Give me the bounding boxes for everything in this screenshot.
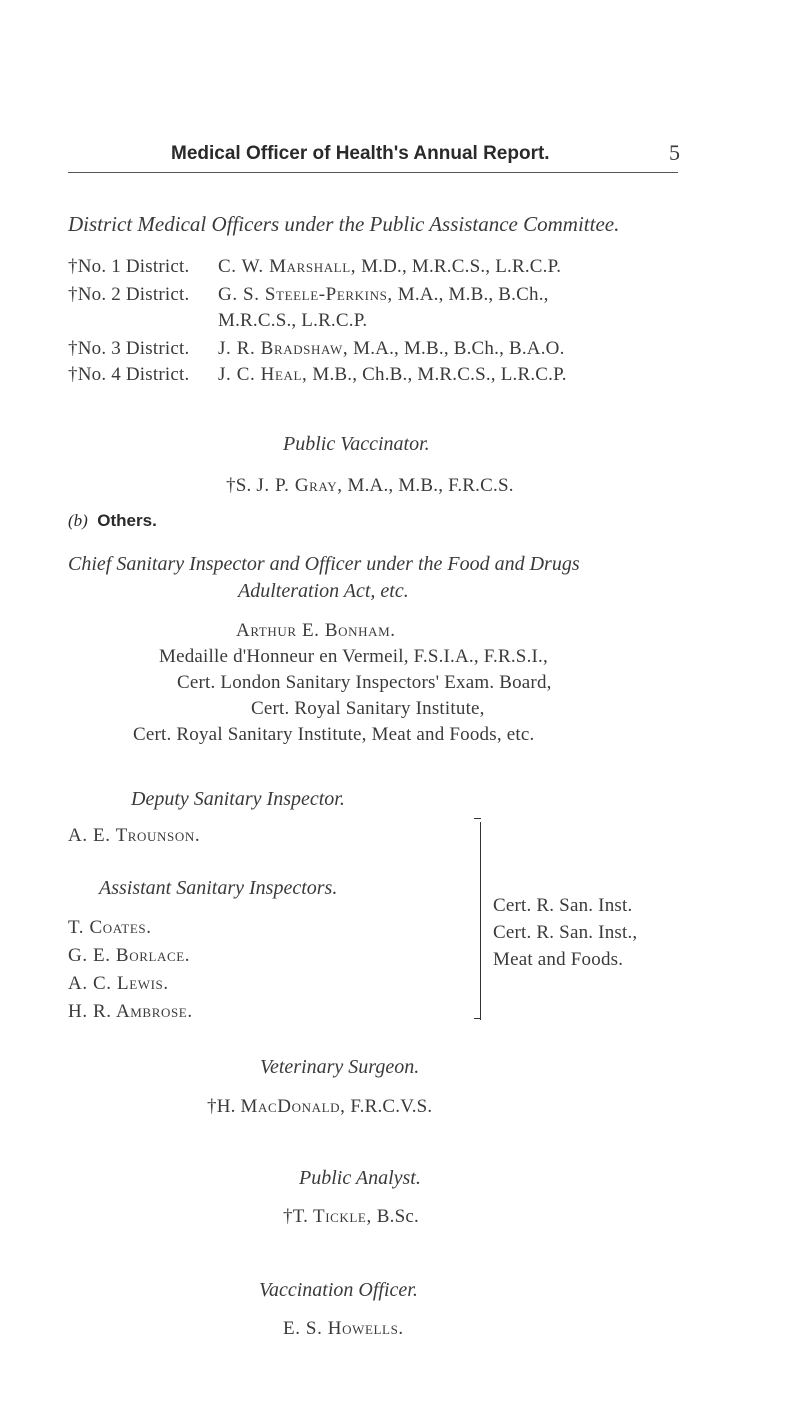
- vaccination-officer-heading: Vaccination Officer.: [259, 1279, 418, 1301]
- district-label: †No. 1 District.: [68, 256, 190, 277]
- district-row-1: [68, 256, 562, 278]
- assistant-inspector-name: T. Coates.: [68, 917, 152, 938]
- chief-inspector-heading-line1: Chief Sanitary Inspector and Officer under the Food and Drugs: [68, 553, 580, 575]
- entry-prefix: †S.: [226, 475, 252, 496]
- entry-quals: B.Sc.: [376, 1206, 419, 1227]
- bracket-bottom-tick: [474, 1018, 481, 1019]
- entry-name: J. P. Gray,: [256, 475, 343, 496]
- officer-quals: M.B., Ch.B., M.R.C.S., L.R.C.P.: [312, 364, 567, 385]
- officer-quals-continued: M.R.C.S., L.R.C.P.: [218, 310, 368, 331]
- chief-inspector-detail: Cert. London Sanitary Inspectors' Exam. Board,: [177, 672, 552, 693]
- entry-name: Tickle,: [313, 1206, 372, 1227]
- officer-name: G. S. Steele-Perkins,: [218, 284, 393, 305]
- chief-inspector-name: Arthur E. Bonham.: [236, 620, 396, 641]
- page-number: 5: [669, 140, 680, 165]
- officer-quals: M.A., M.B., B.Ch.,: [397, 284, 549, 305]
- others-heading: [68, 511, 157, 531]
- page-title: Medical Officer of Health's Annual Report.: [171, 143, 550, 164]
- chief-inspector-detail: Medaille d'Honneur en Vermeil, F.S.I.A., F.R.S.I.,: [159, 646, 548, 667]
- assistant-inspector-name: H. R. Ambrose.: [68, 1001, 193, 1022]
- veterinary-entry: [207, 1096, 432, 1118]
- veterinary-heading: Veterinary Surgeon.: [260, 1056, 420, 1078]
- bracket-line: [480, 822, 481, 1020]
- deputy-inspector-heading: Deputy Sanitary Inspector.: [131, 788, 345, 810]
- chief-inspector-detail: Cert. Royal Sanitary Institute,: [251, 698, 485, 719]
- assistant-cert-line: Cert. R. San. Inst.,: [493, 922, 638, 943]
- entry-quals: F.R.C.V.S.: [350, 1096, 433, 1117]
- others-label: Others.: [97, 511, 157, 530]
- district-row-3: [68, 338, 565, 360]
- public-vaccinator-heading: Public Vaccinator.: [283, 433, 430, 455]
- district-label: †No. 2 District.: [68, 284, 190, 305]
- assistant-inspector-name: A. C. Lewis.: [68, 973, 169, 994]
- district-officers-heading: District Medical Officers under the Public Assistance Committee.: [68, 212, 620, 236]
- assistant-cert-line: Cert. R. San. Inst.: [493, 895, 633, 916]
- entry-prefix: †T.: [283, 1206, 309, 1227]
- district-row-4: [68, 364, 567, 386]
- officer-name: C. W. Marshall,: [218, 256, 357, 277]
- officer-quals: M.A., M.B., B.Ch., B.A.O.: [353, 338, 565, 359]
- public-vaccinator-entry: [226, 475, 514, 497]
- assistant-inspector-name: G. E. Borlace.: [68, 945, 191, 966]
- header-rule: [68, 172, 678, 173]
- chief-inspector-heading-line2: Adulteration Act, etc.: [238, 580, 409, 602]
- officer-name: J. C. Heal,: [218, 364, 308, 385]
- officer-quals: M.D., M.R.C.S., L.R.C.P.: [361, 256, 562, 277]
- bracket-top-tick: [474, 818, 481, 819]
- chief-inspector-detail: Cert. Royal Sanitary Institute, Meat and Foods, etc.: [133, 724, 535, 745]
- district-label: †No. 4 District.: [68, 364, 190, 385]
- deputy-inspector-name: A. E. Trounson.: [68, 825, 201, 846]
- vaccination-officer-name: E. S. Howells.: [283, 1318, 404, 1339]
- entry-prefix: †H.: [207, 1096, 236, 1117]
- district-label: †No. 3 District.: [68, 338, 190, 359]
- public-analyst-entry: [283, 1206, 419, 1228]
- public-analyst-heading: Public Analyst.: [299, 1167, 421, 1189]
- district-row-2: [68, 284, 549, 306]
- assistant-cert-line: Meat and Foods.: [493, 949, 624, 970]
- officer-name: J. R. Bradshaw,: [218, 338, 349, 359]
- entry-name: MacDonald,: [240, 1096, 346, 1117]
- assistant-inspectors-heading: Assistant Sanitary Inspectors.: [99, 877, 338, 899]
- entry-quals: M.A., M.B., F.R.C.S.: [347, 475, 514, 496]
- others-letter: (b): [68, 511, 88, 530]
